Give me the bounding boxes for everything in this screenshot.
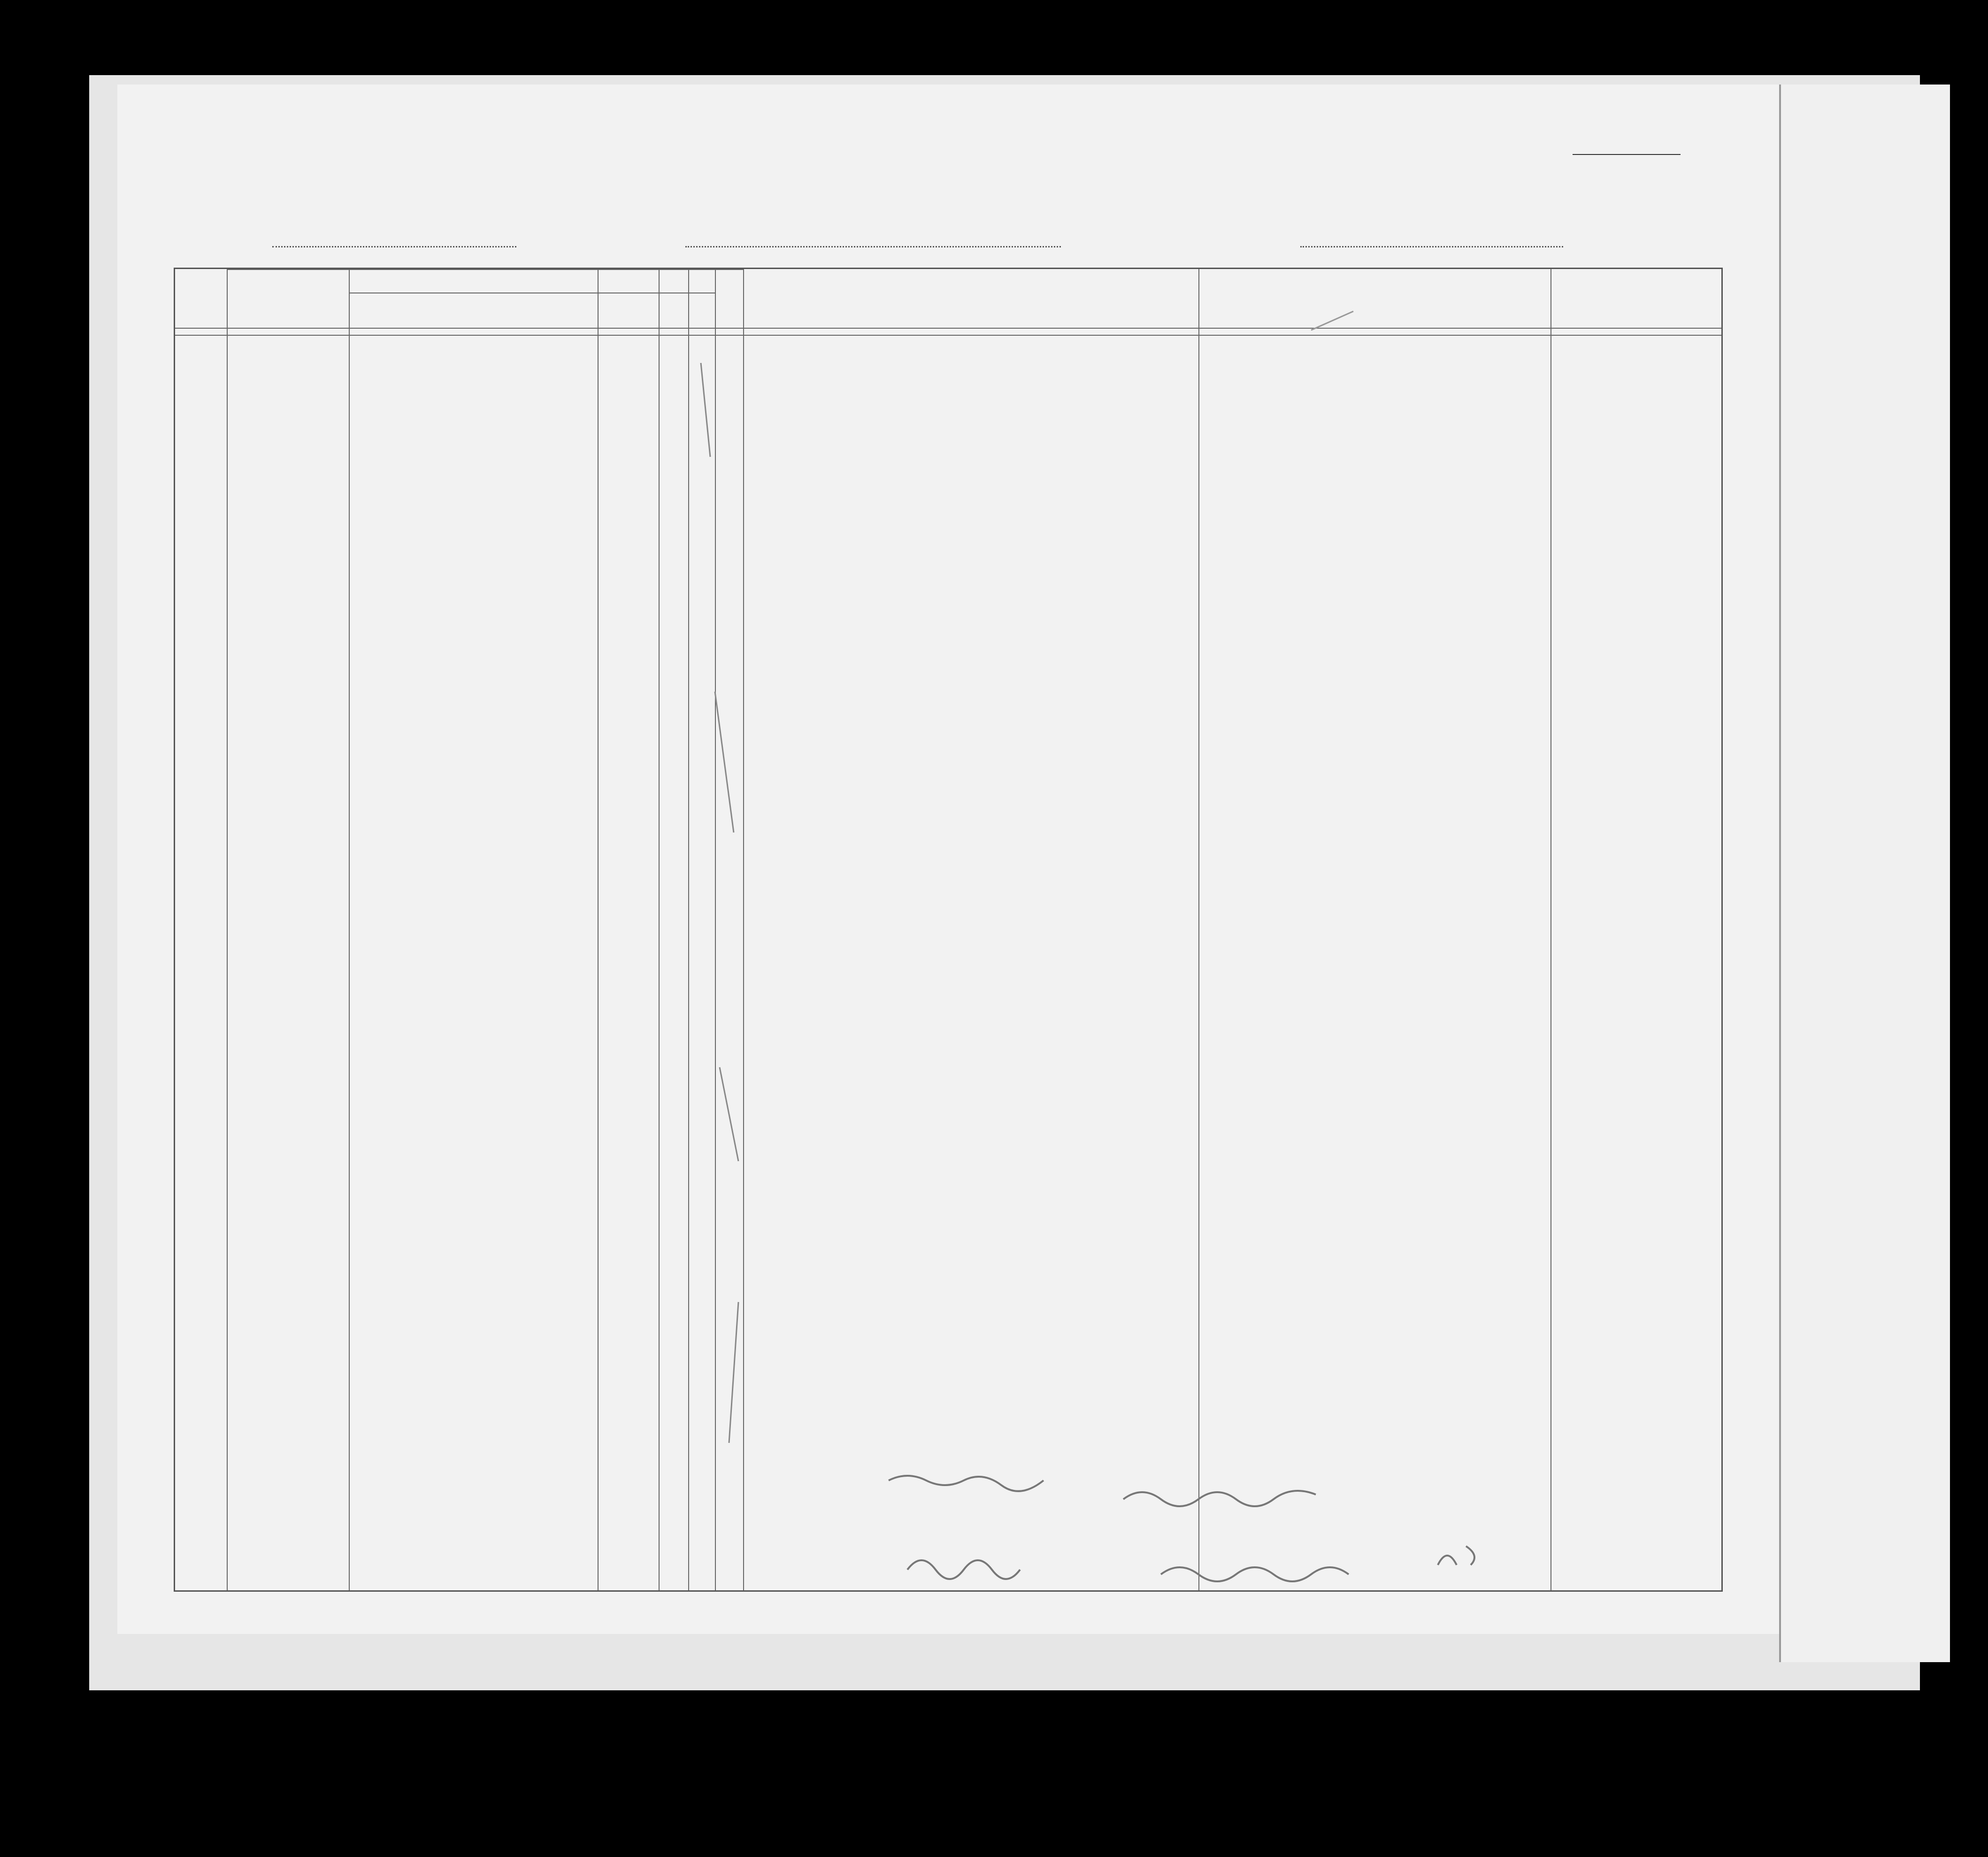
arriving-dotline <box>1300 246 1563 247</box>
col-divider <box>1198 269 1199 1590</box>
body-top <box>175 335 1721 336</box>
col-divider <box>659 269 660 1590</box>
manifest-table <box>174 268 1723 1592</box>
col-divider <box>715 269 716 1590</box>
punch-hole <box>62 1240 84 1271</box>
punch-hole <box>62 662 84 693</box>
punch-hole <box>62 594 84 625</box>
sailing-dotline <box>685 246 1061 247</box>
col-divider <box>1550 269 1551 1590</box>
underlying-page <box>1779 85 1950 1662</box>
col-divider <box>598 269 599 1590</box>
voyage-line <box>117 225 1779 254</box>
col-divider <box>688 269 689 1590</box>
number-underline <box>1573 154 1681 155</box>
col-divider <box>227 269 228 1590</box>
col-divider <box>743 269 744 1590</box>
punch-hole <box>62 268 84 299</box>
manifest-page <box>117 85 1779 1634</box>
punch-hole <box>62 1056 84 1087</box>
punch-hole <box>62 347 84 378</box>
handwritten-marks <box>175 269 1724 1593</box>
col-divider <box>349 269 350 1590</box>
header-divider <box>227 269 743 270</box>
ship-dotline <box>272 246 516 247</box>
header-bottom <box>175 328 1721 329</box>
